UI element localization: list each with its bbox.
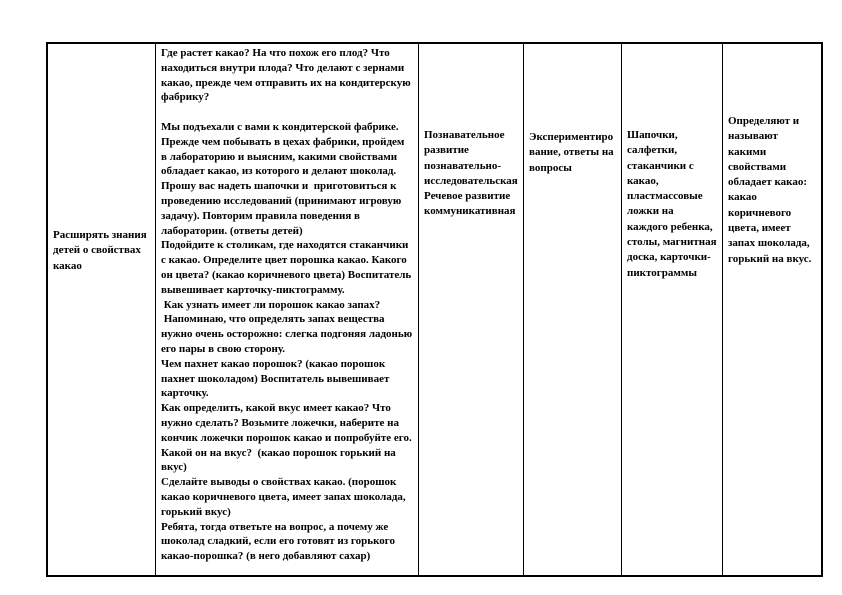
paragraph: [161, 105, 413, 120]
paragraph: Чем пахнет какао порошок? (какао порошок пахнет шоколадом) Воспитатель вывешивает карточку.: [161, 357, 393, 400]
paragraph: Экспериментирование, ответы на вопросы: [529, 131, 617, 174]
cell-educational-areas: [419, 44, 524, 575]
paragraph: Расширять знания детей о свойствах какао: [53, 229, 150, 272]
lesson-plan-table: [46, 42, 823, 577]
paragraph: Как узнать имеет ли порошок какао запах?: [161, 298, 381, 311]
paragraph: Как определить, какой вкус имеет какао? Что нужно сделать? Возьмите ложечки, наберите на кончик ложечки порошок какао и попробуйте его. Какой он на вкус? (какао порошок горький на вкус): [161, 402, 415, 474]
cell-expected-results: [723, 44, 821, 575]
paragraph: Где растет какао? На что похож его плод? Что находиться внутри плода? Что делают с зернами какао, прежде чем отправить их на кондитерскую фабрику?: [161, 47, 414, 104]
cell-methods: [524, 44, 622, 575]
cell-materials: [622, 44, 723, 575]
paragraph: Подойдите к столикам, где находятся стаканчики с какао. Определите цвет порошка какао. Какого он цвета? (какао коричневого цвета) Воспитатель вывешивает карточку-пиктограмму.: [161, 239, 414, 296]
paragraph: Мы подъехали с вами к кондитерской фабрике. Прежде чем побывать в цехах фабрики, пройдем в лабораторию и выясним, какими свойствами обладает какао, из которого и делают шоколад. Прошу вас надеть шапочки и приготовиться к проведению исследований (принимают игровую задачу). Повторим правила поведения в лаборатории. (ответы детей): [161, 120, 408, 237]
paragraph: Ребята, тогда ответьте на вопрос, а почему же шоколад сладкий, если его готовят из горького какао-порошка? (в него добавляют сахар): [161, 520, 398, 563]
paragraph: Определяют и называют какими свойствами обладает какао: какао коричневого цвета, имеет запах шоколада, горький на вкус.: [728, 115, 813, 265]
cell-activity-content: [156, 44, 419, 575]
paragraph: Речевое развитие коммуникативная: [424, 190, 516, 218]
paragraph: Сделайте выводы о свойствах какао. (порошок какао коричневого цвета, имеет запах шоколада, горький вкус): [161, 476, 409, 518]
paragraph: Напоминаю, что определять запах вещества нужно очень осторожно: слегка подгоняя ладонью его пары в свою сторону.: [161, 313, 415, 355]
paragraph: Познавательное развитие познавательно-исследовательская: [424, 129, 518, 187]
paragraph: Шапочки, салфетки, стаканчики с какао, пластмассовые ложки на каждого ребенка, столы, магнитная доска, карточки-пиктограммы: [627, 129, 720, 279]
cell-task: [48, 44, 156, 575]
